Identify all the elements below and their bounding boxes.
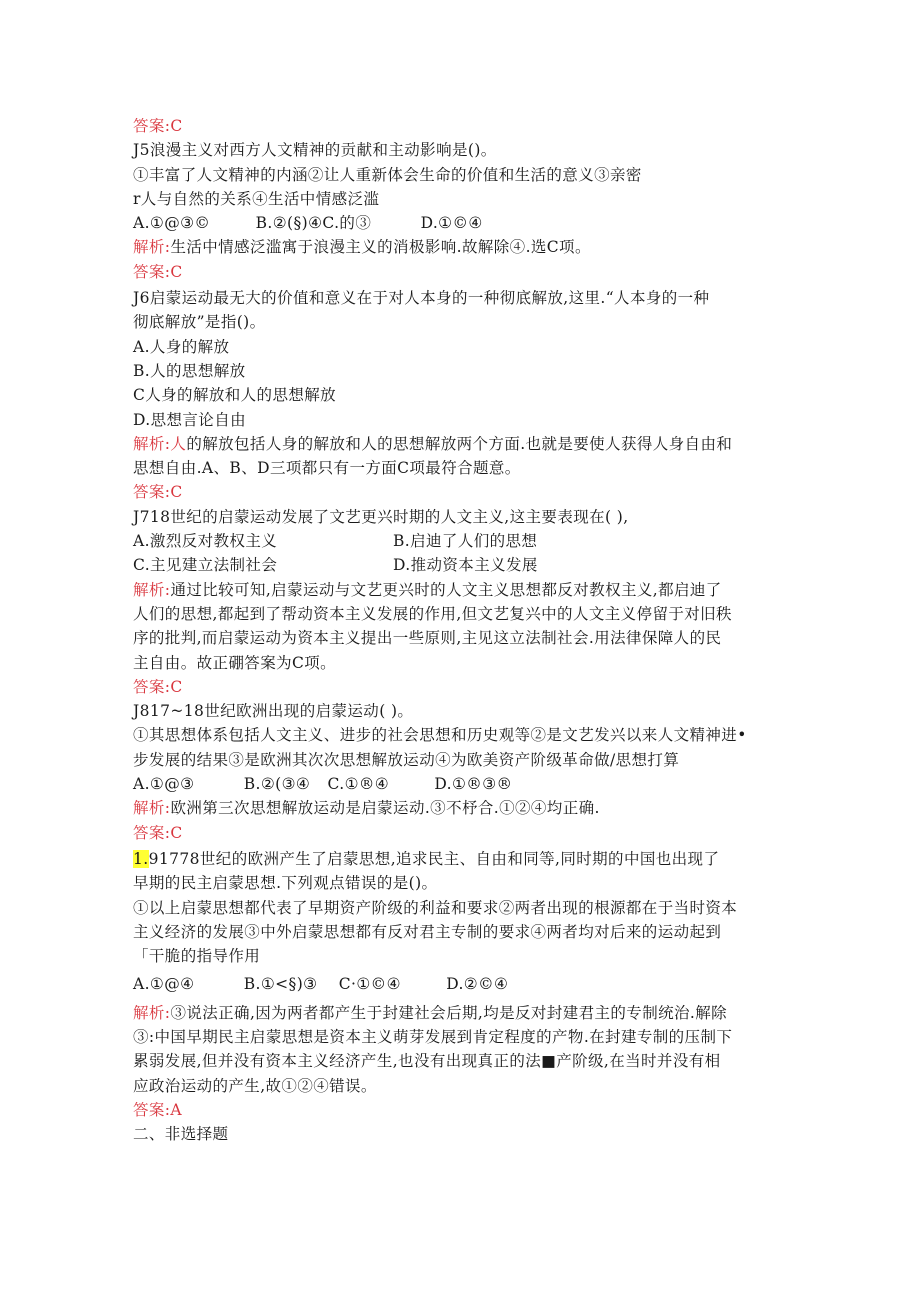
question-6: J6启蒙运动最无大的价值和意义在于对人本身的一种彻底解放,这里.“人本身的一种 [133, 289, 710, 308]
answer-line: 答案:A [133, 1100, 183, 1119]
option-b: B.②(③④ [243, 775, 311, 794]
analysis-line [133, 796, 793, 820]
analysis-text-cont: 主自由。故正硼答案为C项。 [133, 653, 337, 672]
analysis-line [133, 432, 793, 456]
section-heading: 二、非选择题 [133, 1125, 229, 1144]
analysis-text-cont: 序的批判,而启蒙运动为资本主义提出一些原则,主见这立法制社会.用法律保障人的民 [133, 629, 722, 648]
analysis-line [133, 1001, 793, 1025]
option-a: A.①@④ [133, 975, 195, 994]
option-b: B.人的思想解放 [133, 361, 246, 380]
question-5: J5浪漫主义对西方人文精神的贡献和主动影响是()。 [133, 141, 497, 160]
analysis-text: 通过比较可知,启蒙运动与文艺更兴时的人文主义思想都反对教权主义,都启迪了 [170, 580, 722, 599]
option-d: D.①©④ [420, 214, 483, 233]
question-5-statements-cont: r人与自然的关系④生活中情感泛滥 [133, 189, 380, 208]
question-9-options [133, 972, 793, 996]
question-9-text: 91778世纪的欧洲产生了启蒙思想,追求民主、自由和同等,同时期的中国也出现了 [148, 849, 720, 868]
option-d: D.②©④ [446, 975, 509, 994]
question-8-options [133, 772, 793, 796]
option-b-c: B.②(§)④C.的③ [255, 214, 372, 233]
option-c: C人身的解放和人的思想解放 [133, 386, 337, 405]
answer-line: 答案:C [133, 117, 183, 135]
option-c: C·①©④ [338, 975, 401, 994]
analysis-text-cont: 思想自由.A、B、D三项都只有一方面C项最符合题意。 [133, 459, 521, 478]
option-b: B.①<§)③ [243, 975, 318, 994]
analysis-text-cont: ③:中国早期民主启蒙思想是资本主义萌芽发展到肯定程度的产物.在封建专制的压制下 [133, 1027, 733, 1046]
question-9 [133, 847, 793, 871]
answer-line: 答案:C [133, 262, 183, 281]
option-d: D.思想言论自由 [133, 410, 247, 429]
option-a: A.人身的解放 [133, 337, 230, 356]
analysis-label: 解析:人 [133, 434, 187, 453]
answer-line: 答案:C [133, 823, 183, 842]
analysis-label: 解析: [133, 238, 171, 257]
analysis-text: ③说法正确,因为两者都产生于封建社会后期,均是反对封建君主的专制统治.解除 [170, 1003, 728, 1022]
analysis-line [133, 235, 793, 259]
question-7: J718世纪的启蒙运动发展了文艺更兴时期的人文主义,这主要表现在( ), [133, 507, 629, 526]
analysis-text: 的解放包括人身的解放和人的思想解放两个方面.也就是要使人获得人身自由和 [186, 434, 733, 453]
question-7-options-row1 [133, 529, 793, 553]
question-number-highlight: 1. [133, 849, 149, 868]
question-5-options [133, 211, 793, 235]
question-8-statements-cont: 步发展的结果③是欧洲其次次思想解放运动④为欧美资产阶级革命做/思想打算 [133, 750, 680, 769]
analysis-label: 解析: [133, 799, 171, 818]
question-9-statements: ①以上启蒙思想都代表了早期资产阶级的利益和要求②两者出现的根源都在于当时资本 [133, 898, 738, 917]
analysis-text: 欧洲第三次思想解放运动是启蒙运动.③不杼合.①②④均正确. [170, 799, 600, 818]
question-8: J817~18世纪欧洲出现的启蒙运动( )。 [133, 702, 414, 721]
question-8-statements: ①其思想体系包括人文主义、进步的社会思想和历史观等②是文艺发兴以来人文精神进• [133, 726, 747, 745]
question-7-options-row2 [133, 553, 793, 577]
option-b: B.启迪了人们的思想 [393, 532, 538, 551]
analysis-label: 解析: [133, 1003, 171, 1022]
answer-line: 答案:C [133, 483, 183, 502]
question-9-statements-cont: 主义经济的发展③中外启蒙思想都有反对君主专制的要求④两者均对后来的运动起到 [133, 922, 722, 941]
option-a: A.①@③ [133, 775, 195, 794]
option-a: A.①@③© [133, 214, 211, 233]
option-c: C.①®④ [327, 775, 390, 794]
analysis-line [133, 578, 793, 602]
analysis-text: 生活中情感泛滥寓于浪漫主义的消极影响.故解除④.选C项。 [170, 238, 591, 257]
document-page [133, 114, 793, 1146]
option-c: C.主见建立法制社会 [133, 556, 278, 575]
question-5-statements: ①丰富了人文精神的内涵②让人重新体会生命的价值和生活的意义③亲密 [133, 165, 642, 184]
analysis-text-cont: 人们的思想,都起到了帮动资本主义发展的作用,但文艺复兴中的人文主义停留于对旧秩 [133, 604, 732, 623]
question-9-statements-end: 「干脆的指导作用 [133, 947, 261, 966]
option-a: A.激烈反对教权主义 [133, 532, 278, 551]
analysis-text-cont: 累弱发展,但并没有资本主义经济产生,也没有出现真正的法■产阶级,在当时并没有相 [133, 1052, 721, 1071]
answer-line: 答案:C [133, 677, 183, 696]
question-9-cont: 早期的民主启蒙思想.下列观点错误的是()。 [133, 874, 438, 893]
option-d: D.①®③® [434, 775, 513, 794]
analysis-text-cont: 应政治运动的产生,故①②④错误。 [133, 1076, 377, 1095]
question-6-cont: 彻底解放”是指()。 [133, 313, 266, 332]
analysis-label: 解析: [133, 580, 171, 599]
option-d: D.推动资本主义发展 [393, 556, 538, 575]
